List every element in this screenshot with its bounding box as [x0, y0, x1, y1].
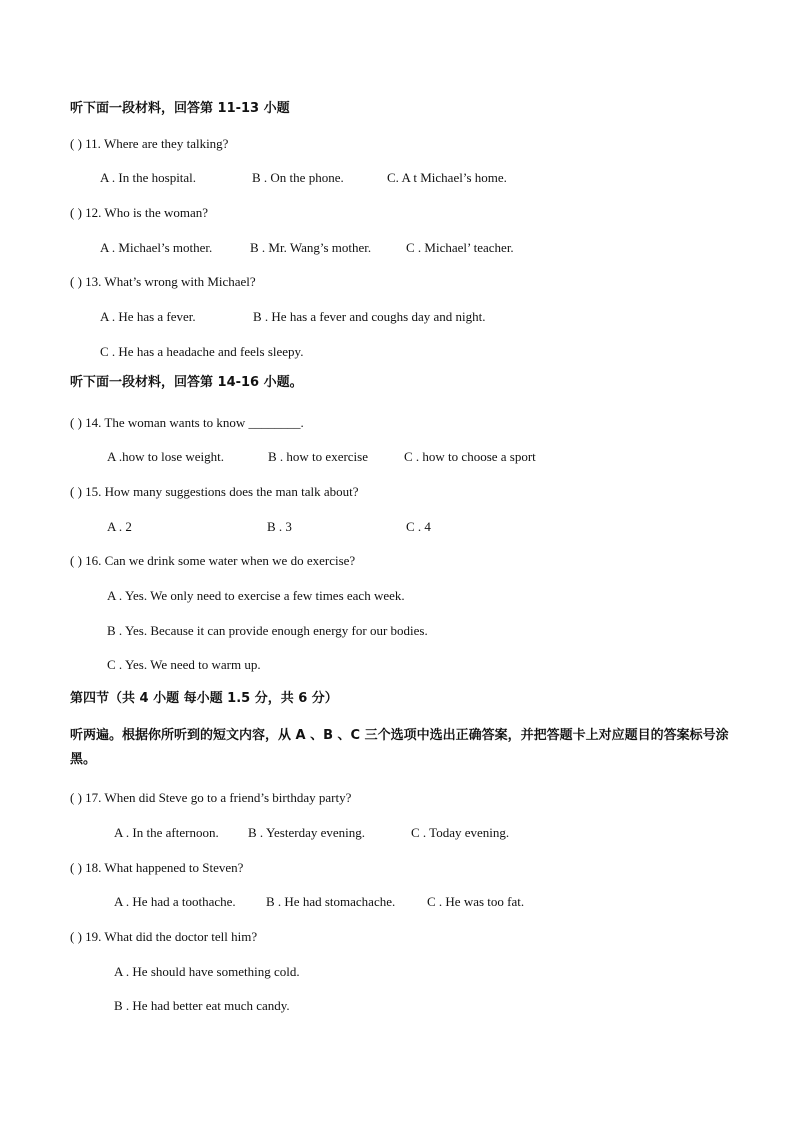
q12-option-a: A . Michael’s mother.	[100, 240, 213, 255]
question-17: ( ) 17. When did Steve go to a friend’s birthday party?	[70, 790, 352, 805]
question-16: ( ) 16. Can we drink some water when we do exercise?	[70, 553, 356, 568]
question-18: ( ) 18. What happened to Steven?	[70, 860, 244, 875]
question-15: ( ) 15. How many suggestions does the man talk about?	[70, 484, 359, 499]
question-12: ( ) 12. Who is the woman?	[70, 205, 209, 220]
q18-option-c: C . He was too fat.	[427, 894, 525, 909]
q14-option-b: B . how to exercise	[268, 449, 369, 464]
q17-option-a: A . In the afternoon.	[114, 825, 219, 840]
q16-option-a: A . Yes. We only need to exercise a few times each week.	[107, 588, 405, 603]
q14-option-a: A .how to lose weight.	[107, 449, 224, 464]
question-13: ( ) 13. What’s wrong with Michael?	[70, 274, 256, 289]
q19-option-a: A . He should have something cold.	[114, 964, 300, 979]
q14-option-c: C . how to choose a sport	[404, 449, 536, 464]
q13-option-b: B . He has a fever and coughs day and night.	[253, 309, 486, 324]
q18-option-b: B . He had stomachache.	[266, 894, 396, 909]
q13-option-c: C . He has a headache and feels sleepy.	[100, 344, 304, 359]
section-heading-11-13: 听下面一段材料，回答第 11-13 小题	[70, 101, 290, 116]
q16-option-c: C . Yes. We need to warm up.	[107, 657, 261, 672]
q11-option-a: A . In the hospital.	[100, 170, 197, 185]
q15-option-a: A . 2	[107, 519, 132, 534]
q16-option-b: B . Yes. Because it can provide enough energy for our bodies.	[107, 623, 428, 638]
section-heading-14-16: 听下面一段材料，回答第 14-16 小题。	[70, 375, 303, 390]
q17-option-c: C . Today evening.	[411, 825, 510, 840]
question-14: ( ) 14. The woman wants to know ________.	[70, 415, 304, 430]
part4-title: 第四节（共 4 小题 每小题 1.5 分，共 6 分）	[70, 691, 338, 706]
q11-option-b: B . On the phone.	[252, 170, 344, 185]
part4-instructions: 听两遍。根据你所听到的短文内容，从 A 、B 、C 三个选项中选出正确答案，并把答题卡上对应题目的答案标号涂黑。	[70, 728, 729, 767]
q12-option-b: B . Mr. Wang’s mother.	[250, 240, 372, 255]
q15-option-b: B . 3	[267, 519, 292, 534]
q18-option-a: A . He had a toothache.	[114, 894, 236, 909]
q17-option-b: B . Yesterday evening.	[248, 825, 365, 840]
question-11: ( ) 11. Where are they talking?	[70, 136, 229, 151]
q13-option-a: A . He has a fever.	[100, 309, 196, 324]
question-19: ( ) 19. What did the doctor tell him?	[70, 929, 258, 944]
q11-option-c: C. A t Michael’s home.	[387, 170, 507, 185]
q12-option-c: C . Michael’ teacher.	[406, 240, 514, 255]
q19-option-b: B . He had better eat much candy.	[114, 998, 290, 1013]
q15-option-c: C . 4	[406, 519, 431, 534]
